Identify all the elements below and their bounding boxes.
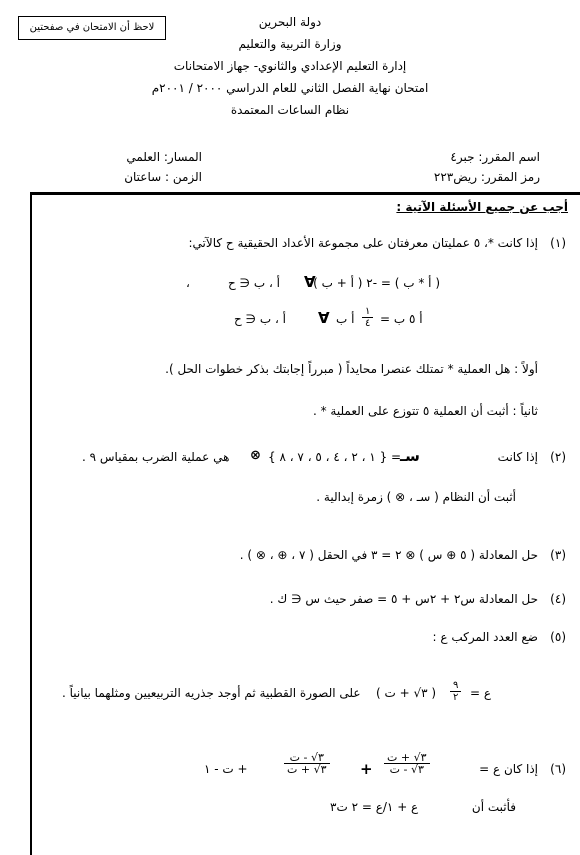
q1-intro: إذا كانت *، ٥ عمليتان معرفتان على مجموعة الأعداد الحقيقية ح كالآتي: — [188, 236, 538, 250]
header-department: إدارة التعليم الإعدادي والثانوي- جهاز الامتحانات — [173, 59, 407, 73]
q6-f2-num: ٣√ - ت — [284, 752, 330, 764]
q5-expr-paren: ( ٣√ + ت ) — [376, 686, 437, 700]
q1-eq1: ( أ * ب ) = -٢ ( أ + ب ) — [313, 276, 440, 290]
q1-eq2-fraction — [362, 306, 373, 329]
header-country: دولة البحرين — [258, 15, 322, 29]
q1-eq2-frac-den: ٤ — [365, 318, 371, 329]
q6-f2-den: ٣√ + ت — [287, 763, 327, 776]
q6-f1-den: ٣√ - ت — [389, 763, 424, 776]
q1-eq1-cond: أ ، ب ∈ ح — [228, 276, 280, 290]
q5-expr-lhs: ع = — [470, 686, 492, 700]
q6-text-a: إذا كان ع = — [479, 762, 538, 776]
q1-number: (١) — [550, 236, 566, 250]
q1-part2: ثانياً : أثبت أن العملية ٥ تتوزع على العملية * . — [312, 404, 538, 418]
course-name: اسم المقرر: جبر٤ — [450, 150, 540, 164]
q6-f1-num: ٣√ + ت — [384, 752, 430, 764]
q6-fraction-2 — [284, 752, 330, 775]
track: المسار: العلمي — [126, 150, 202, 164]
q5-fraction — [450, 680, 461, 703]
header-system: نظام الساعات المعتمدة — [230, 103, 350, 117]
q2-text-b: هي عملية الضرب بمقياس ٩ . — [82, 450, 230, 464]
exam-note: لاحظ أن الامتحان في صفحتين — [18, 16, 166, 40]
q5-expr-tail: على الصورة القطبية ثم أوجد جذريه التربيعيين ومثلهما بيانياً . — [62, 686, 361, 700]
q6-prove-expr: ع + ١/ع = ٢ ت٣ — [330, 800, 419, 814]
q1-part1: أولاً : هل العملية * تمتلك عنصرا محايداً ( مبرراً إجابتك بذكر خطوات الحل ). — [165, 362, 538, 376]
instructions: أجب عن جميع الأسئلة الآتية : — [396, 200, 568, 214]
q5-text: ضع العدد المركب ع : — [432, 630, 538, 644]
q6-fraction-1 — [384, 752, 430, 775]
q6-tail: + ت - ١ — [204, 762, 248, 776]
q5-frac-num: ٩ — [450, 680, 461, 692]
q2-prove: أثبت أن النظام ( سـ ، ⊗ ) زمرة إبدالية . — [316, 490, 516, 504]
q6-number: (٦) — [550, 762, 566, 776]
q3-number: (٣) — [550, 548, 566, 562]
q1-eq2-rhs: أ ب — [336, 312, 355, 326]
q2-otimes-icon: ⊗ — [250, 448, 261, 463]
course-code: رمز المقرر: ريض٢٢٣ — [433, 170, 540, 184]
q2-text-a: إذا كانت — [497, 450, 538, 464]
q2-set-symbol: سـ — [400, 447, 420, 465]
header-ministry: وزارة التربية والتعليم — [238, 37, 342, 51]
q6-plus: + — [360, 760, 373, 778]
q6-prove-lhs: فأثبت أن — [471, 800, 516, 814]
q5-number: (٥) — [550, 630, 566, 644]
q4-text: حل المعادلة س٢ + ٢س + ٥ = صفر حيث س ∈ ك . — [269, 592, 538, 606]
header-exam-title: امتحان نهاية الفصل الثاني للعام الدراسي ٢٠٠٠ / ٢٠٠١م — [151, 81, 429, 95]
q1-eq2-cond: أ ، ب ∈ ح — [234, 312, 286, 326]
q1-eq2-lhs: أ ٥ ب = — [380, 312, 423, 326]
q1-eq2-frac-num: ١ — [362, 306, 373, 318]
q2-set-def: = { ١ ، ٢ ، ٤ ، ٥ ، ٧ ، ٨ } — [268, 450, 402, 464]
q5-frac-den: ٢ — [453, 692, 459, 703]
q1-forall-1: ∀ — [304, 273, 316, 291]
exam-time: الزمن : ساعتان — [124, 170, 202, 184]
q1-forall-2: ∀ — [318, 309, 330, 327]
q3-text: حل المعادلة ( ٥ ⊕ س ) ⊗ ٢ = ٣ في الحقل ( ٧ ، ⊕ ، ⊗ ) . — [239, 548, 538, 562]
q4-number: (٤) — [550, 592, 566, 606]
q2-number: (٢) — [550, 450, 566, 464]
q1-comma: ، — [186, 276, 190, 290]
